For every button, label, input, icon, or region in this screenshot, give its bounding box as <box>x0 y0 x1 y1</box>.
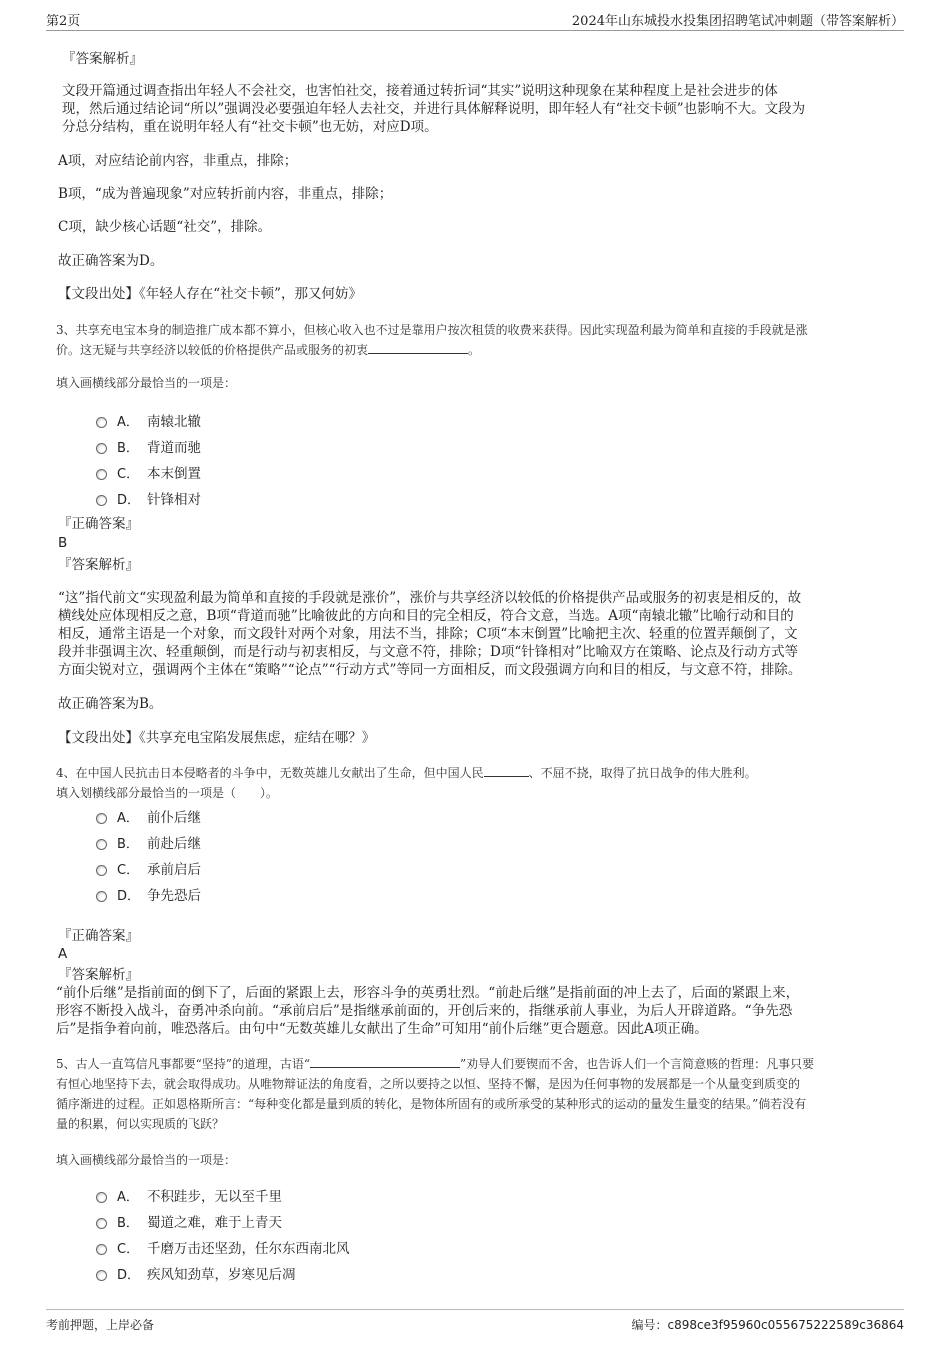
option-text: 前仆后继 <box>147 810 201 826</box>
option-text: 南辕北辙 <box>147 414 201 430</box>
q3-option-c[interactable] <box>96 462 201 482</box>
q5-stem-line: 量的积累，何以实现质的飞跃？ <box>56 1117 225 1131</box>
option-text: 疾风知劲草，岁寒见后凋 <box>147 1267 296 1283</box>
q4-stem-text: 4、在中国人民抗击日本侵略者的斗争中，无数英雄儿女献出了生命，但中国人民 <box>56 766 484 780</box>
q3-prompt: 填入画横线部分最恰当的一项是： <box>56 376 237 390</box>
q5-stem-line <box>56 1054 814 1074</box>
option-text: 本末倒置 <box>147 466 201 482</box>
q2-analysis-label: 『答案解析』 <box>62 51 143 67</box>
footer-slogan: 考前押题，上岸必备 <box>46 1318 155 1332</box>
q3-stem-text: 价。这无疑与共享经济以较低的价格提供产品或服务的初衷 <box>56 343 369 357</box>
q3-analysis-line: 相反，通常主语是一个对象，而文段针对两个对象，用法不当，排除；C项“本末倒置”比喻把主次、轻重的位置弄颠倒了，文 <box>58 626 798 642</box>
document-id <box>631 1316 904 1333</box>
q4-analysis-line: 后”是指争着向前，唯恐落后。由句中“无数英雄儿女献出了生命”可知用“前仆后继”更合题意。因此A项正确。 <box>56 1021 708 1037</box>
q2-explain-a: A项，对应结论前内容，非重点，排除； <box>58 153 298 169</box>
option-text: 争先恐后 <box>147 888 201 904</box>
q2-explain-b: B项，“成为普遍现象”对应转折前内容，非重点，排除； <box>58 186 393 202</box>
q3-answer-label: 『正确答案』 <box>58 516 139 532</box>
q5-stem-cont: ”劝导人们要锲而不舍，也告诉人们一个言简意赅的哲理：凡事只要 <box>460 1057 815 1071</box>
document-id-value: c898ce3f95960c055675222589c36864 <box>667 1318 904 1332</box>
option-text: 千磨万击还坚劲，任尔东西南北风 <box>147 1241 350 1257</box>
q3-option-a[interactable] <box>96 410 201 430</box>
radio-icon[interactable] <box>96 865 107 876</box>
q3-answer: B <box>58 535 68 551</box>
q2-analysis-line: 现，然后通过结论词“所以”强调没必要强迫年轻人去社交，并进行具体解释说明，即年轻人有“社交卡顿”也影响不大。文段为 <box>62 101 806 117</box>
q4-option-b[interactable] <box>96 832 201 852</box>
radio-icon[interactable] <box>96 1218 107 1229</box>
q4-option-a[interactable] <box>96 806 201 826</box>
radio-icon[interactable] <box>96 495 107 506</box>
radio-icon[interactable] <box>96 891 107 902</box>
option-letter: D． <box>117 889 141 904</box>
answer-blank <box>368 341 468 354</box>
option-letter: B． <box>117 837 139 852</box>
q5-option-b[interactable] <box>96 1211 282 1231</box>
radio-icon[interactable] <box>96 1270 107 1281</box>
option-text: 针锋相对 <box>147 492 201 508</box>
q2-source: 【文段出处】《年轻人存在“社交卡顿”，那又何妨》 <box>58 286 363 302</box>
q4-option-c[interactable] <box>96 858 201 878</box>
q4-option-d[interactable] <box>96 884 201 904</box>
q4-analysis-label: 『答案解析』 <box>58 967 139 983</box>
q4-stem-end: 、不屈不挠，取得了抗日战争的伟大胜利。 <box>528 766 757 780</box>
option-letter: C． <box>117 467 140 482</box>
q3-analysis-line: 横线处应体现相反之意，B项“背道而驰”比喻彼此的方向和目的完全相反，符合文意，当选。A项“南辕北辙”比喻行动和目的 <box>58 608 794 624</box>
radio-icon[interactable] <box>96 417 107 428</box>
q4-prompt: 填入划横线部分最恰当的一项是（ ）。 <box>56 786 279 800</box>
q3-source: 【文段出处】《共享充电宝陷发展焦虑，症结在哪？》 <box>58 730 376 746</box>
page-number: 第2页 <box>46 14 81 29</box>
q3-analysis-line: “这”指代前文“实现盈利最为简单和直接的手段就是涨价”，涨价与共享经济以较低的价格提供产品或服务的初衷是相反的，故 <box>58 590 802 606</box>
q5-option-a[interactable] <box>96 1185 282 1205</box>
document-title: 2024年山东城投水投集团招聘笔试冲刺题（带答案解析） <box>571 14 904 29</box>
radio-icon[interactable] <box>96 1244 107 1255</box>
option-text: 前赴后继 <box>147 836 201 852</box>
option-text: 不积跬步，无以至千里 <box>147 1189 282 1205</box>
radio-icon[interactable] <box>96 469 107 480</box>
document-id-label: 编号： <box>631 1318 668 1332</box>
option-letter: D． <box>117 1268 141 1283</box>
q2-analysis-line: 文段开篇通过调查指出年轻人不会社交，也害怕社交，接着通过转折词“其实”说明这种现象在某种程度上是社会进步的体 <box>62 83 778 99</box>
option-letter: D． <box>117 493 141 508</box>
radio-icon[interactable] <box>96 839 107 850</box>
option-text: 承前启后 <box>147 862 201 878</box>
q4-analysis-line: “前仆后继”是指前面的倒下了，后面的紧跟上去，形容斗争的英勇壮烈。“前赴后继”是指前面的冲上去了，后面的紧跟上来， <box>56 985 800 1001</box>
q3-option-b[interactable] <box>96 436 201 456</box>
q5-stem-line: 循序渐进的过程。正如恩格斯所言：“每种变化都是量到质的转化，是物体所固有的或所承受的某种形式的运动的量发生量变的结果。”倘若没有 <box>56 1097 807 1111</box>
option-letter: A． <box>117 1190 139 1205</box>
q5-stem-line: 有恒心地坚持下去，就会取得成功。从唯物辩证法的角度看，之所以要持之以恒、坚持不懈，是因为任何事物的发展都是一个从量变到质变的 <box>56 1077 801 1091</box>
option-text: 蜀道之难，难于上青天 <box>147 1215 282 1231</box>
option-letter: A． <box>117 811 139 826</box>
option-letter: A． <box>117 415 139 430</box>
q3-analysis-label: 『答案解析』 <box>58 557 139 573</box>
option-letter: C． <box>117 863 140 878</box>
option-letter: B． <box>117 441 139 456</box>
q5-prompt: 填入画横线部分最恰当的一项是： <box>56 1153 237 1167</box>
q4-analysis-line: 形容不断投入战斗，奋勇冲杀向前。“承前启后”是指继承前面的，开创后来的，指继承前人事业，为后人开辟道路。“争先恐 <box>56 1003 793 1019</box>
q5-option-c[interactable] <box>96 1237 350 1257</box>
q3-conclusion: 故正确答案为B。 <box>58 696 163 712</box>
q2-explain-c: C项，缺少核心话题“社交”，排除。 <box>58 219 272 235</box>
option-letter: B． <box>117 1216 139 1231</box>
q2-conclusion: 故正确答案为D。 <box>58 253 164 269</box>
q3-stem-line-2 <box>56 340 480 360</box>
page-header <box>46 0 904 31</box>
q2-analysis-line: 分总分结构，重在说明年轻人有“社交卡顿”也无妨，对应D项。 <box>62 119 438 135</box>
q4-answer-label: 『正确答案』 <box>58 928 139 944</box>
q3-stem-end: 。 <box>468 343 481 357</box>
option-text: 背道而驰 <box>147 440 201 456</box>
q4-stem-line <box>56 763 757 783</box>
radio-icon[interactable] <box>96 1192 107 1203</box>
page-footer <box>46 1309 904 1340</box>
answer-blank <box>310 1055 460 1068</box>
q3-analysis-line: 段并非强调主次、轻重颠倒，而是行动与初衷相反，与文意不符，排除；D项“针锋相对”比喻双方在策略、论点及行动方式等 <box>58 644 799 660</box>
radio-icon[interactable] <box>96 813 107 824</box>
q3-option-d[interactable] <box>96 488 201 508</box>
q5-option-d[interactable] <box>96 1263 296 1283</box>
radio-icon[interactable] <box>96 443 107 454</box>
q4-answer: A <box>58 946 68 962</box>
answer-blank <box>484 764 529 777</box>
q3-stem-line: 3、共享充电宝本身的制造推广成本都不算小，但核心收入也不过是靠用户按次租赁的收费来获得。因此实现盈利最为简单和直接的手段就是涨 <box>56 323 808 337</box>
q3-analysis-line: 方面尖锐对立，强调两个主体在“策略”“论点”“行动方式”等同一方面相反，而文段强调方向和目的相反，与文意不符，排除。 <box>58 662 802 678</box>
q5-stem-text: 5、古人一直笃信凡事都要“坚持”的道理，古语“ <box>56 1057 311 1071</box>
option-letter: C． <box>117 1242 140 1257</box>
